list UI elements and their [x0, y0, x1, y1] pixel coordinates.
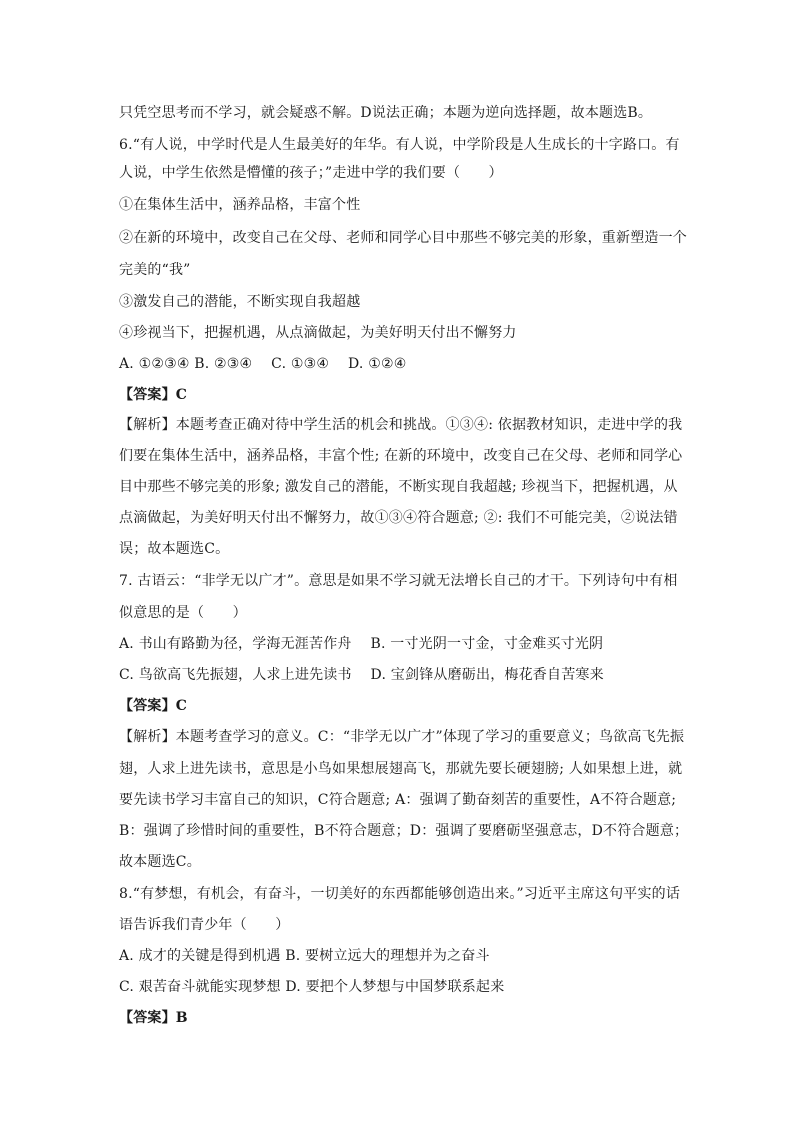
statement-2: ②在新的环境中，改变自己在父母、老师和同学心目中那些不够完美的形象，重新塑造一个: [119, 230, 687, 246]
question-7-stem: 7. 古语云：“非学无以广才”。意思是如果不学习就无法增长自己的才干。下列诗句中有相: [119, 573, 678, 589]
statement-1: ①在集体生活中，涵养品格，丰富个性: [119, 197, 361, 213]
analysis-7-cont: B：强调了珍惜时间的重要性，B不符合题意；D：强调了要磨砺坚强意志，D不符合题意；: [119, 823, 689, 839]
statement-3: ③激发自己的潜能，不断实现自我超越: [119, 294, 361, 310]
analysis-6-cont: 目中那些不够完美的形象; 激发自己的潜能，不断实现自我超越; 珍视当下，把握机遇，从: [119, 479, 678, 495]
statement-4: ④珍视当下，把握机遇，从点滴做起，为美好明天付出不懈努力: [119, 325, 517, 341]
question-6-stem-cont: 人说，中学生依然是懵懂的孩子；”走进中学的我们要（ ）: [119, 165, 503, 181]
analysis-6: 【解析】本题考查正确对待中学生活的机会和挑战。①③④: 依据教材知识，走进中学的我: [119, 417, 683, 433]
analysis-6-cont: 点滴做起，为美好明天付出不懈努力，故①③④符合题意; ②: 我们不可能完美，②说法错: [119, 510, 678, 526]
question-8-stem-cont: 语告诉我们青少年（ ）: [119, 917, 290, 933]
answer-7: 【答案】C: [119, 698, 188, 714]
question-7-options-ab: A. 书山有路勤为径，学海无涯苦作舟 B. 一寸光阴一寸金，寸金难买寸光阴: [119, 636, 604, 652]
question-7-options-cd: C. 鸟欲高飞先振翅，人求上进先读书 D. 宝剑锋从磨砺出，梅花香自苦寒来: [119, 667, 604, 683]
analysis-6-cont: 们要在集体生活中，涵养品格，丰富个性; 在新的环境中，改变自己在父母、老师和同学心: [119, 448, 683, 464]
question-6-options: A. ①②③④ B. ②③④ C. ①③④ D. ①②④: [119, 356, 407, 372]
question-6-stem: 6.“有人说，中学时代是人生最美好的年华。有人说，中学阶段是人生成长的十字路口。有: [119, 137, 680, 153]
analysis-7-cont: 翅，人求上进先读书，意思是小鸟如果想展翅高飞，那就先要长硬翅膀; 人如果想上进，就: [119, 761, 683, 777]
question-8-options-cd: C. 艰苦奋斗就能实现梦想 D. 要把个人梦想与中国梦联系起来: [119, 979, 505, 995]
analysis-7-cont: 要先读书学习丰富自己的知识，C符合题意; A：强调了勤奋刻苦的重要性，A不符合题意;: [119, 792, 677, 808]
answer-6: 【答案】C: [119, 387, 188, 403]
question-8-stem: 8.“有梦想，有机会，有奋斗，一切美好的东西都能够创造出来。”习近平主席这句平实的话: [119, 886, 681, 902]
question-8-options-ab: A. 成才的关键是得到机遇 B. 要树立远大的理想并为之奋斗: [119, 948, 490, 964]
analysis-7: 【解析】本题考查学习的意义。C：“非学无以广才”体现了学习的重要意义；鸟欲高飞先振: [119, 729, 685, 745]
analysis-6-cont: 误；故本题选C。: [119, 541, 230, 557]
answer-8: 【答案】B: [119, 1010, 188, 1026]
analysis-7-cont: 故本题选C。: [119, 854, 201, 870]
question-7-stem-cont: 似意思的是（ ）: [119, 605, 247, 621]
text-line: 只凭空思考而不学习，就会疑惑不解。D说法正确；本题为逆向选择题，故本题选B。: [119, 105, 653, 121]
statement-2-cont: 完美的“我”: [119, 262, 191, 278]
